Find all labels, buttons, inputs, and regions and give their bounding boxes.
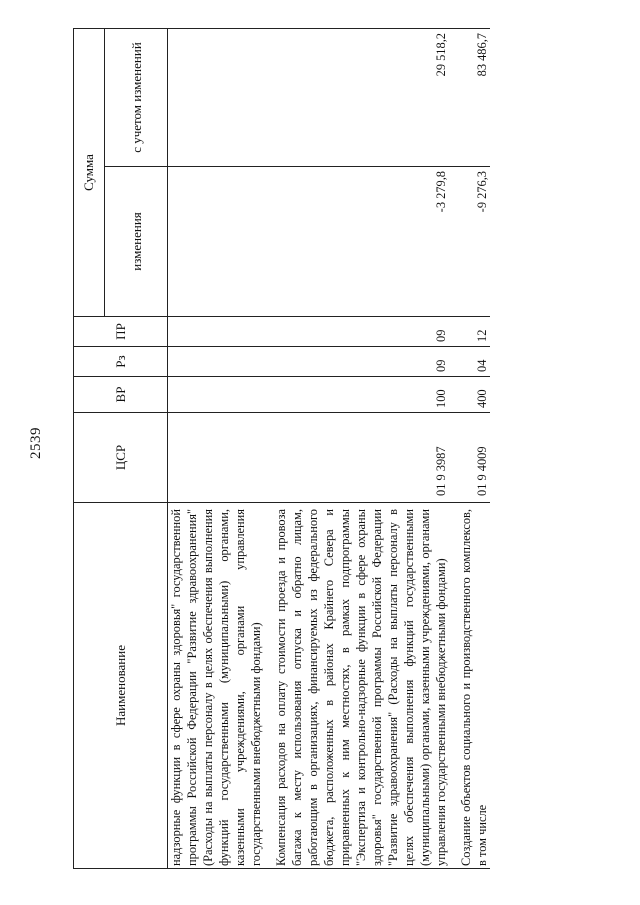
table-row bbox=[264, 29, 449, 869]
row-change bbox=[168, 167, 265, 317]
page-number: 2539 bbox=[28, 427, 44, 459]
row-rz: 09 bbox=[264, 347, 449, 377]
row-vr bbox=[168, 377, 265, 413]
row-csr: 01 9 4009 bbox=[449, 413, 490, 503]
header-csr: ЦСР bbox=[74, 413, 168, 503]
row-pr: 12 bbox=[449, 317, 490, 347]
table-header bbox=[74, 29, 168, 869]
table-row bbox=[168, 29, 265, 869]
row-name: надзорные функции в сфере охраны здоровья" государственной программы Российской Федерации "Развитие здравоохранения" (Расходы на выплаты персоналу в целях обеспечения выполнения функций государственными (муниципальными) органами, казенными учреждениями, органами управления государственными внебюджетными фондами) bbox=[168, 503, 265, 869]
header-rz: Рз bbox=[74, 347, 168, 377]
row-name: Компенсация расходов на оплату стоимости проезда и провоза багажа к месту использования отпуска и обратно лицам, работающим в организациях, финансируемых из федерального бюджета, расположенных в районах Крайнего Севера и приравненных к ним местностях, в рамках подпрограммы "Экспертиза и контрольно-надзорные функции в сфере охраны здоровья" государственной программы Российской Федерации "Развитие здравоохранения" (Расходы на выплаты персоналу в целях обеспечения выполнения функций государственными (муниципальными) органами, казенными учреждениями, органами управления государственными внебюджетными фондами) bbox=[264, 503, 449, 869]
row-pr: 09 bbox=[264, 317, 449, 347]
row-change: -9 276,3 bbox=[449, 167, 490, 317]
header-with-change: с учетом изменений bbox=[105, 29, 168, 167]
row-vr: 400 bbox=[449, 377, 490, 413]
header-vr: ВР bbox=[74, 377, 168, 413]
header-sum: Сумма bbox=[74, 29, 105, 317]
row-with-change: 83 486,7 bbox=[449, 29, 490, 167]
row-vr: 100 bbox=[264, 377, 449, 413]
row-csr: 01 9 3987 bbox=[264, 413, 449, 503]
row-name: Создание объектов социального и производственного комплексов, в том числе bbox=[449, 503, 490, 869]
row-pr bbox=[168, 317, 265, 347]
row-change: -3 279,8 bbox=[264, 167, 449, 317]
table-row bbox=[449, 29, 490, 869]
budget-table bbox=[73, 28, 490, 869]
row-csr bbox=[168, 413, 265, 503]
header-name: Наименование bbox=[74, 503, 168, 869]
header-change: изменения bbox=[105, 167, 168, 317]
row-with-change: 29 518,2 bbox=[264, 29, 449, 167]
header-pr: ПР bbox=[74, 317, 168, 347]
row-rz bbox=[168, 347, 265, 377]
row-with-change bbox=[168, 29, 265, 167]
row-rz: 04 bbox=[449, 347, 490, 377]
